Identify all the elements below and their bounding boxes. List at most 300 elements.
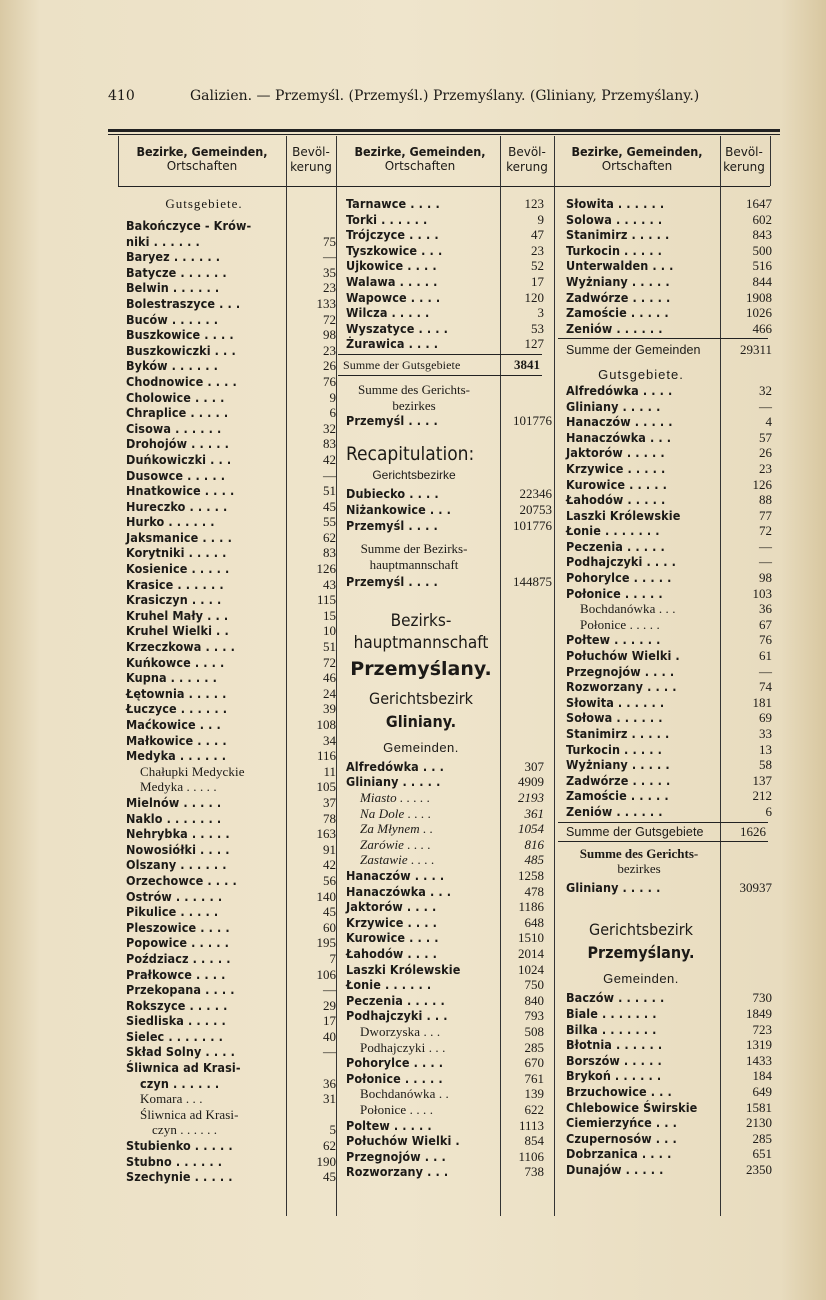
table-row [566,1037,772,1053]
place-name: Zadwórze . . . . . [566,772,671,788]
table-row [126,811,336,827]
place-name: Zeniów . . . . . . [566,803,663,819]
population-value: 516 [752,258,772,274]
table-row [126,889,336,905]
population-value: 843 [752,227,772,243]
place-name: Bochdanówka . . [360,1086,449,1102]
place-name: Popowice . . . . . [126,935,230,951]
population-value: 116 [316,748,336,764]
column-header-names-2: Bezirke, Gemeinden, Ortschaften [354,144,486,173]
summe-gutsgebiete-gliniany: Summe der Gutsgebiete 1626 [566,823,766,839]
table-row [346,1164,552,1180]
population-value: 98 [323,327,336,343]
population-value: 1026 [746,305,772,321]
table-row [126,733,336,749]
population-value: 108 [316,717,336,732]
place-name: Krzeczkowa . . . . [126,639,236,655]
population-value: 74 [759,679,772,695]
place-name: Dusowce . . . . . [126,467,226,483]
table-row [126,701,336,717]
table-row [126,1060,336,1076]
summe-gemeinden-gliniany: Summe der Gemeinden 29311 [566,342,772,358]
place-name: Krasiczyn . . . . [126,592,222,608]
place-name: Łętownia . . . . . [126,685,227,701]
population-value: 602 [752,211,772,227]
table-row [126,249,336,265]
table-row [126,717,336,733]
place-name: Orzechowce . . . . [126,872,237,888]
population-value: 20753 [519,501,552,517]
table-row [566,508,772,524]
table-row [566,461,772,477]
population-value: 72 [323,654,336,670]
table-row [126,374,336,390]
population-value: 126 [752,476,772,492]
population-value: 23 [759,460,772,476]
place-name: Kurowice . . . . [346,930,439,946]
population-value: — [759,554,772,570]
table-row [126,280,336,296]
column-rule [554,136,555,1216]
table-row [126,795,336,811]
place-name: Hurko . . . . . . [126,514,215,530]
table-row [566,305,772,321]
table-top-rule [108,129,780,132]
population-value: 1258 [518,868,544,884]
place-name: Śliwnica ad Krasi- [126,1060,241,1076]
table-row [346,243,552,259]
place-name: Pohorylce . . . . [346,1055,444,1071]
place-name: Tyszkowice . . . [346,242,443,258]
table-row [126,670,336,686]
table-row [566,1053,772,1069]
table-row [346,884,552,900]
column-header-names-3: Bezirke, Gemeinden, Ortschaften [571,144,703,173]
population-value: 649 [752,1083,772,1099]
table-row [566,1068,772,1084]
place-name: Pikulice . . . . . [126,904,219,920]
population-value: 2014 [518,946,544,961]
place-name: Nehrybka . . . . . [126,826,230,842]
page-number: 410 [108,88,135,104]
place-name: Bakończyce - Krów- [126,218,252,233]
place-name: Żurawica . . . . [346,336,439,352]
table-row [566,617,772,633]
table-row [566,679,772,695]
population-value: 40 [323,1028,336,1044]
table-row [126,327,336,343]
population-value: 1113 [518,1117,544,1133]
bezirkshauptmannschaft-name: Przemyślany. [350,658,492,681]
table-row [126,779,336,795]
population-value: 1186 [518,899,544,915]
population-value: 88 [759,492,772,508]
table-row [566,243,772,259]
table-row [346,790,552,806]
table-row [126,234,336,250]
place-name: Hureczko . . . . . [126,498,228,514]
population-value: 45 [323,1169,336,1185]
place-name: Buszkowiczki . . . [126,342,236,358]
table-row [126,296,336,312]
place-name: Brzuchowice . . . [566,1083,672,1099]
table-row [126,343,336,359]
population-value: 13 [759,741,772,757]
place-name: Biale . . . . . . . [566,1005,657,1021]
table-row [566,430,772,446]
place-name: Dobrzanica . . . . [566,1146,672,1162]
population-value: 31 [323,1091,336,1107]
table-row [346,1118,552,1134]
place-name: Sołowa . . . . . . [566,710,663,726]
population-value: 106 [316,966,336,982]
place-name: Stanimirz . . . . . [566,726,670,741]
place-name: Skład Solny . . . . [126,1044,235,1060]
place-name: Chodnowice . . . . [126,373,237,389]
population-value: 10 [323,623,336,639]
table-row [566,399,772,415]
place-name: Zamoście . . . . . [566,788,669,804]
place-name: Baczów . . . . . . [566,990,665,1006]
place-name: Walawa . . . . . [346,273,438,289]
table-row [126,577,336,593]
population-value: — [323,249,336,265]
table-row [346,305,552,321]
population-value: 307 [524,758,544,774]
summe-gutsgebiete-przemysl: Summe der Gutsgebiete 3841 [343,356,540,372]
place-name: Mielnów . . . . . [126,794,222,810]
table-row [346,502,552,518]
population-value: 1106 [518,1148,544,1164]
place-name: Maćkowice . . . [126,717,221,732]
table-row [566,726,772,742]
place-name: Stanimirz . . . . . [566,227,670,243]
place-name: Połonice . . . . [360,1101,434,1117]
population-value: 190 [316,1153,336,1169]
summe-gerichtsbezirk-gliniany: Gliniany . . . . . 30937 [566,879,772,895]
place-name: Sielec . . . . . . . [126,1028,224,1044]
table-row [566,1100,772,1116]
place-name: Byków . . . . . . [126,358,218,374]
population-value: 9 [537,211,544,227]
population-value: 45 [323,904,336,920]
table-row [346,1086,552,1102]
place-name: Łuczyce . . . . . . [126,701,228,717]
table-row [346,946,552,962]
population-value: 478 [524,883,544,899]
population-value: 61 [759,648,772,664]
population-value: 139 [524,1086,544,1102]
place-name: Laszki Królewskie [566,507,681,523]
place-name: Łonie . . . . . . [346,977,432,993]
population-value: 195 [316,935,336,951]
population-value: 1908 [746,289,772,305]
population-value: 36 [323,1075,336,1091]
population-value: 9 [329,389,336,405]
table-row [126,935,336,951]
table-row [346,774,552,790]
population-value: 123 [524,196,544,211]
place-name: Rokszyce . . . . . [126,997,228,1013]
population-value: 105 [316,779,336,795]
table-row [566,570,772,586]
table-row [126,436,336,452]
place-name: Peczenia . . . . . [346,992,445,1008]
place-name: Łahodów . . . . [346,946,437,961]
population-value: 508 [524,1023,544,1039]
population-value: 34 [323,732,336,748]
table-row [566,586,772,602]
table-row [346,837,552,853]
place-name: Podhajczyki . . . . [566,554,676,570]
table-row [126,1154,336,1170]
table-row [566,554,772,570]
table-row [566,990,772,1006]
place-name: Jaktorów . . . . . [566,445,665,461]
place-name: Poltew . . . . . [346,1117,432,1133]
table-row [566,664,772,680]
population-value: 126 [316,561,336,577]
table-row [346,1008,552,1024]
place-name: Laszki Królewskie [346,961,461,977]
population-value: 500 [752,242,772,258]
place-name: Naklo . . . . . . . [126,810,222,826]
table-row [126,530,336,546]
place-name: Zamoście . . . . . [566,305,669,321]
place-name: Krzywice . . . . [346,914,438,930]
population-value: 22346 [519,486,552,502]
population-value: 11 [323,763,336,779]
place-name: Krzywice . . . . . [566,460,666,476]
place-name: Korytniki . . . . . [126,545,227,561]
place-name: Przekopana . . . . [126,982,235,998]
place-name: Małkowice . . . . [126,732,227,748]
place-name: Komara . . . [140,1091,203,1107]
place-name: Pohorylce . . . . . [566,570,672,586]
place-name: Olszany . . . . . . [126,857,227,873]
table-row [566,757,772,773]
place-name: Turkocin . . . . . [566,741,662,757]
population-value: — [323,1044,336,1060]
table-row [126,390,336,406]
table-row [566,445,772,461]
population-value: 23 [323,342,336,358]
table-row [126,1091,336,1107]
place-name: Podhajczyki . . . [346,1008,448,1024]
population-value: — [759,398,772,414]
population-value: 42 [323,857,336,873]
population-value: 622 [524,1101,544,1117]
population-value: 76 [323,373,336,389]
place-name: Siedliska . . . . . [126,1013,226,1029]
population-value: — [759,663,772,679]
table-row [126,764,336,780]
place-name: Łonie . . . . . . . [566,523,660,539]
population-value: 5 [329,1122,336,1138]
table-row [566,1022,772,1038]
population-value: 181 [752,694,772,710]
table-row [346,258,552,274]
table-row [346,821,552,837]
population-value: 1024 [518,961,544,977]
place-name: Dworzyska . . . [360,1023,441,1039]
table-row [126,1107,336,1123]
place-name: Chałupki Medyckie [140,763,245,779]
table-row [126,405,336,421]
population-value: 67 [759,616,772,632]
table-row [126,920,336,936]
population-value: 77 [759,507,772,523]
population-value: 55 [323,514,336,530]
place-name: Czupernosów . . . [566,1130,677,1146]
population-value: 840 [524,992,544,1008]
column-header-population-2: Bevöl- kerung [506,145,548,174]
place-name: Połonice . . . . . [580,616,660,632]
population-value: 39 [323,701,336,717]
population-value: 101776 [513,517,552,533]
place-name: Poździacz . . . . . [126,950,231,966]
population-value: 1581 [746,1099,772,1115]
population-value: 36 [759,601,772,617]
table-row [566,227,772,243]
table-row [126,748,336,764]
table-row [126,514,336,530]
place-name: Wilcza . . . . . [346,305,430,321]
table-row [126,826,336,842]
column-2: Tarnawce . . . . 123 Torki . . . . . . 9 Trójczyce . . . . 47 Tyszkowice . . . 23 Ujkowice . . . . 52 Walawa . . . . . 17 Wapowce . . . . 120 Wilcza . . . . . 3 Wyszatyce . . . . 53 Żurawica . . . . 127 Summe der Gutsgebiete 3841 Summe des Gerichts- bezirkes Przemyśl . . . . 101776 Recapitulation: Gerichtsbezirke Dubiecko . . . . 22346 Niżankowice . . . 20753 Przemyśl . . . . 101776 Summe der Bezirks- hauptmannschaft Przemyśl . . . . 144875 Bezirks- hauptmannschaft Przemyślany. Gerichtsbezirk Gliniany. Gemeinden. Alfredówka . . . 307 Gliniany . . . . . 4909 Miasto . . . . . 2193 Na Dole . . . . 361 Za Młynem . . 1054 Zarówie . . . . 816 Zastawie . . . . 485 Hanaczów . . . . 1258 Hanaczówka . . . 478 Jaktorów . . . . 1186 Krzywice . . . . 648 Kurowice . . . . 1510 Łahodów . . . . 2014 Laszki Królewskie 1024 Łonie . . . . . . 750 Peczenia . . . . . 840 Podhajczyki . . . 793 Dworzyska . . . 508 Podhajczyki . . . 285 Pohorylce . . . . 670 Połonice . . . . . 761 Bochdanówka . . 139 Połonice . . . . 622 Poltew . . . . . 1113 Połuchów Wielki . 854 Przegnojów . . . 1106 Rozworzany . . . 738 [346,196,552,1180]
place-name: Jaktorów . . . . [346,899,437,915]
place-name: Alfredówka . . . . [566,382,673,398]
table-row [346,962,552,978]
place-name: Cisowa . . . . . . [126,420,222,436]
table-row [346,1102,552,1118]
table-row [346,1071,552,1087]
table-row [346,212,552,228]
table-row [346,321,552,337]
table-row [126,842,336,858]
population-value: 2350 [746,1161,772,1177]
summe-bezirkshauptmannschaft-przemysl: Przemyśl . . . . 144875 [346,574,552,590]
population-value: 466 [752,320,772,336]
column-3: Słowita . . . . . . 1647 Solowa . . . . . . 602 Stanimirz . . . . . 843 Turkocin . . . . . 500 Unterwalden . . . 516 Wyżniany . . . . . 844 Zadwórze . . . . . 1908 Zamoście . . . . . 1026 Zeniów . . . . . . 466 Summe der Gemeinden 29311 Gutsgebiete. Alfredówka . . . . 32 Gliniany . . . . . — Hanaczów . . . . . 4 Hanaczówka . . . 57 Jaktorów . . . . . 26 Krzywice . . . . . 23 Kurowice . . . . . 126 Łahodów . . . . . 88 Laszki Królewskie 77 Łonie . . . . . . . 72 Peczenia . . . . . — Podhajczyki . . . . — Pohorylce . . . . . 98 Połonice . . . . . 103 Bochdanówka . . . 36 Połonice . . . . . 67 Połtew . . . . . . 76 Połuchów Wielki . 61 Przegnojów . . . . — Rozworzany . . . . 74 Słowita . . . . . . 181 Sołowa . . . . . . 69 Stanimirz . . . . . 33 Turkocin . . . . . 13 Wyżniany . . . . . 58 Zadwórze . . . . . 137 Zamoście . . . . . 212 Zeniów . . . . . . 6 Summe der Gutsgebiete 1626 Summe des Gerichts- bezirkes Gliniany . . . . . 30937 Gerichtsbezirk Przemyślany. Gemeinden. Baczów . . . . . . 730 Biale . . . . . . . 1849 Bilka . . . . . . . 723 Błotnia . . . . . . 1319 Borszów . . . . . 1433 Brykoń . . . . . . 184 Brzuchowice . . . 649 Chlebowice Świrskie 1581 Ciemierzyńce . . . 2130 Czupernosów . . . 285 Dobrzanica . . . . 651 Dunajów . . . . . 2350 [566,196,772,1177]
place-name: Hanaczówka . . . [346,883,452,899]
population-value: — [323,982,336,998]
place-name: Połtew . . . . . . [566,632,661,648]
population-value: 793 [524,1008,544,1024]
place-name: Alfredówka . . . [346,758,445,774]
table-row [566,1162,772,1178]
population-value: 1647 [746,196,772,211]
table-row [126,265,336,281]
place-name: Gliniany . . . . . [346,774,441,790]
header-bottom-rule [118,186,770,187]
population-value: 816 [524,836,544,852]
place-name: Ujkowice . . . . [346,258,437,274]
table-row [346,518,552,534]
population-value: 844 [752,273,772,289]
table-row [566,274,772,290]
table-row [126,904,336,920]
place-name: Wapowce . . . . [346,289,441,305]
place-name: Turkocin . . . . . [566,242,662,258]
population-value: 485 [524,852,544,868]
population-value: 32 [759,382,772,398]
place-name: Stubno . . . . . . [126,1153,223,1169]
population-value: 26 [323,358,336,374]
table-row [346,1024,552,1040]
table-row [566,1084,772,1100]
table-row [126,1122,336,1138]
population-value: 72 [323,311,336,327]
place-name: Kruhel Mały . . . [126,607,229,623]
population-value: 1054 [518,821,544,837]
population-value: 23 [531,242,544,258]
place-name: Połonice . . . . . [346,1070,443,1086]
population-value: 115 [316,592,336,608]
place-name: Zarówie . . . . [360,836,431,852]
population-value: 738 [524,1164,544,1180]
population-value: 46 [323,670,336,686]
population-value: 127 [524,336,544,352]
table-row [346,274,552,290]
population-value: 62 [323,1138,336,1154]
table-row [126,421,336,437]
table-row [346,915,552,931]
gerichtsbezirk-gliniany: Gliniany. [385,712,457,732]
population-value: 32 [323,420,336,436]
population-value: 140 [316,888,336,904]
column-header-population-3: Bevöl- kerung [723,145,765,174]
population-value: 651 [752,1146,772,1162]
page-title: Galizien. — Przemyśl. (Przemyśl.) Przemyślany. (Gliniany, Przemyślany.) [190,88,700,104]
population-value: 51 [323,483,336,499]
population-value: 98 [759,570,772,586]
population-value: 137 [752,772,772,788]
place-name: Podhajczyki . . . [360,1039,446,1055]
population-value: 60 [323,919,336,935]
place-name: Stubienko . . . . . [126,1138,233,1154]
population-value: 7 [329,950,336,966]
population-value: 750 [524,977,544,993]
table-row [346,899,552,915]
section-title-gutsgebiete: Gutsgebiete. [165,196,243,211]
column-header-names-1: Bezirke, Gemeinden, Ortschaften [136,144,268,173]
place-name: Kosienice . . . . . [126,561,230,577]
table-row [566,492,772,508]
table-row [126,218,336,234]
table-top-rule-thin [108,134,780,135]
population-value: 120 [524,289,544,305]
population-value: 6 [765,803,772,819]
population-value: 1319 [746,1037,772,1053]
column-rule [118,136,119,186]
population-value: 133 [316,295,336,311]
place-name: Kuńkowce . . . . [126,654,225,670]
place-name: Torki . . . . . . [346,211,428,227]
table-row [126,452,336,468]
population-value: 285 [752,1130,772,1146]
table-row [126,998,336,1014]
population-value: 2193 [518,790,544,806]
place-name: Łahodów . . . . . [566,492,666,508]
population-value: 103 [752,585,772,601]
table-row [566,601,772,617]
place-name: Jaksmanice . . . . [126,529,232,545]
table-row [126,857,336,873]
population-value: 648 [524,914,544,930]
population-value: — [323,467,336,483]
table-row [126,1029,336,1045]
